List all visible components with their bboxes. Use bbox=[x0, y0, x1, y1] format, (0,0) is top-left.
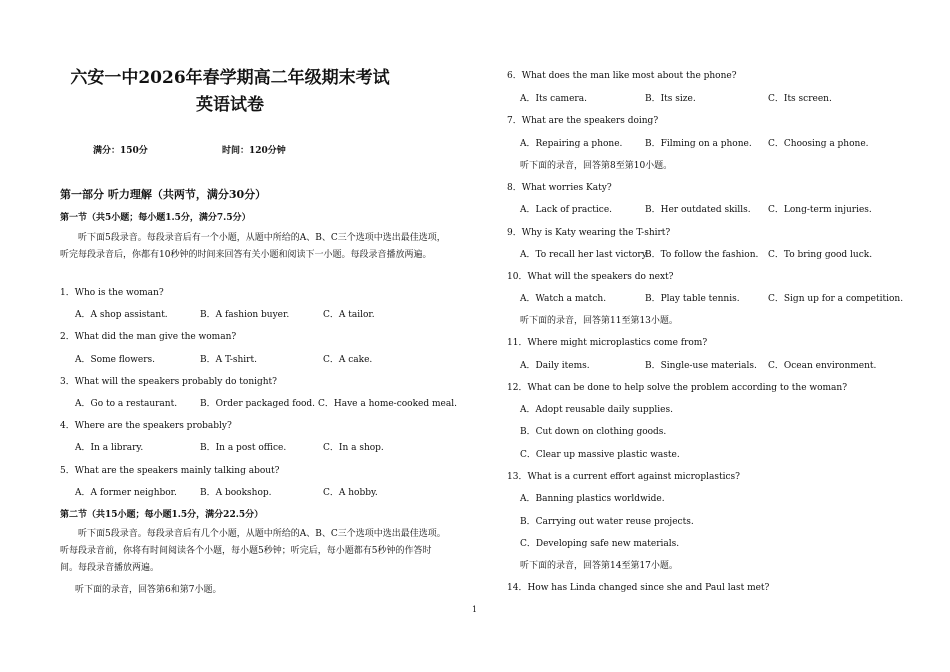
option-b: B．Single-use materials. bbox=[645, 361, 757, 371]
option-a: A．Repairing a phone. bbox=[520, 139, 623, 149]
question-5: 5．What are the speakers mainly talking about? bbox=[60, 466, 280, 476]
option-12-a: A．Adopt reusable daily supplies. bbox=[520, 405, 673, 415]
option-a: A．Watch a match. bbox=[520, 294, 607, 304]
option-c: C．To bring good luck. bbox=[768, 250, 873, 260]
note-14-17: 听下面的录音，回答第14至第17小题。 bbox=[520, 561, 678, 571]
note-6-7: 听下面的录音，回答第6和第7小题。 bbox=[75, 585, 222, 595]
section1-instructions: 听下面5段录音。每段录音后有一个小题，从题中所给的A、B、C三个选项中选出最佳选项，听完每段录音后，你都有10秒钟的时间来回答有关小题和阅读下一小题。每段录音播放两遍。 bbox=[60, 233, 446, 260]
option-b: B．Order packaged food. bbox=[200, 399, 316, 409]
option-a: A．Lack of practice. bbox=[520, 205, 612, 215]
question-4: 4．Where are the speakers probably? bbox=[60, 421, 232, 431]
exam-subtitle: 英语试卷 bbox=[196, 95, 264, 115]
option-b: B．A bookshop. bbox=[200, 488, 272, 498]
option-b: B．A T-shirt. bbox=[200, 355, 257, 365]
option-b: B．A fashion buyer. bbox=[200, 310, 290, 320]
option-c: C．Choosing a phone. bbox=[768, 139, 869, 149]
question-13: 13．What is a current effort against microplastics? bbox=[507, 472, 740, 482]
question-9: 9．Why is Katy wearing the T-shirt? bbox=[507, 228, 671, 238]
question-11: 11．Where might microplastics come from? bbox=[507, 338, 708, 348]
option-b: B．To follow the fashion. bbox=[645, 250, 759, 260]
option-c: C．Long-term injuries. bbox=[768, 205, 872, 215]
question-2: 2．What did the man give the woman? bbox=[60, 332, 237, 342]
question-7: 7．What are the speakers doing? bbox=[507, 116, 659, 126]
question-14: 14．How has Linda changed since she and Paul last met? bbox=[507, 583, 770, 593]
note-11-13: 听下面的录音，回答第11至第13小题。 bbox=[520, 316, 678, 326]
option-a: A．A former neighbor. bbox=[75, 488, 177, 498]
option-a: A．In a library. bbox=[75, 443, 144, 453]
option-13-b: B．Carrying out water reuse projects. bbox=[520, 517, 694, 527]
option-c: C．In a shop. bbox=[323, 443, 384, 453]
option-c: C．Its screen. bbox=[768, 94, 832, 104]
option-12-c: C．Clear up massive plastic waste. bbox=[520, 450, 680, 460]
option-b: B．Play table tennis. bbox=[645, 294, 740, 304]
option-c: C．A hobby. bbox=[323, 488, 378, 498]
full-score: 满分：150分 bbox=[93, 146, 148, 156]
question-1: 1．Who is the woman? bbox=[60, 288, 164, 298]
option-b: B．Her outdated skills. bbox=[645, 205, 751, 215]
option-a: A．Go to a restaurant. bbox=[75, 399, 178, 409]
option-12-b: B．Cut down on clothing goods. bbox=[520, 427, 667, 437]
option-c: C．A cake. bbox=[323, 355, 373, 365]
option-b: B．Filming on a phone. bbox=[645, 139, 752, 149]
question-6: 6．What does the man like most about the phone? bbox=[507, 71, 737, 81]
option-c: C．A tailor. bbox=[323, 310, 375, 320]
option-a: A．A shop assistant. bbox=[75, 310, 168, 320]
question-12: 12．What can be done to help solve the problem according to the woman? bbox=[507, 383, 848, 393]
option-c: C．Have a home-cooked meal. bbox=[318, 399, 457, 409]
option-c: C．Sign up for a competition. bbox=[768, 294, 904, 304]
note-8-10: 听下面的录音，回答第8至第10小题。 bbox=[520, 161, 673, 171]
option-a: A．Some flowers. bbox=[75, 355, 156, 365]
question-8: 8．What worries Katy? bbox=[507, 183, 612, 193]
option-13-c: C．Developing safe new materials. bbox=[520, 539, 680, 549]
option-b: B．Its size. bbox=[645, 94, 696, 104]
option-a: A．To recall her last victory. bbox=[520, 250, 649, 260]
exam-time: 时间：120分钟 bbox=[222, 146, 286, 156]
section1-heading: 第一节（共5小题；每小题1.5分，满分7.5分） bbox=[60, 213, 251, 223]
question-10: 10．What will the speakers do next? bbox=[507, 272, 674, 282]
part1-heading: 第一部分 听力理解（共两节，满分30分） bbox=[60, 188, 267, 201]
option-13-a: A．Banning plastics worldwide. bbox=[520, 494, 665, 504]
section2-heading: 第二节（共15小题；每小题1.5分，满分22.5分） bbox=[60, 510, 264, 520]
option-a: A．Daily items. bbox=[520, 361, 590, 371]
option-c: C．Ocean environment. bbox=[768, 361, 877, 371]
option-b: B．In a post office. bbox=[200, 443, 287, 453]
page-number: 1 bbox=[472, 605, 478, 614]
question-3: 3．What will the speakers probably do tonight? bbox=[60, 377, 277, 387]
section2-instructions: 听下面5段录音。每段录音后有几个小题，从题中所给的A、B、C三个选项中选出最佳选项。听每段录音前，你将有时间阅读各个小题，每小题5秒钟；听完后，每小题都有5秒钟的作答时间。每段录音播放两遍。 bbox=[60, 529, 446, 573]
option-a: A．Its camera. bbox=[520, 94, 587, 104]
exam-title: 六安一中2026年春学期高二年级期末考试 bbox=[70, 68, 390, 88]
